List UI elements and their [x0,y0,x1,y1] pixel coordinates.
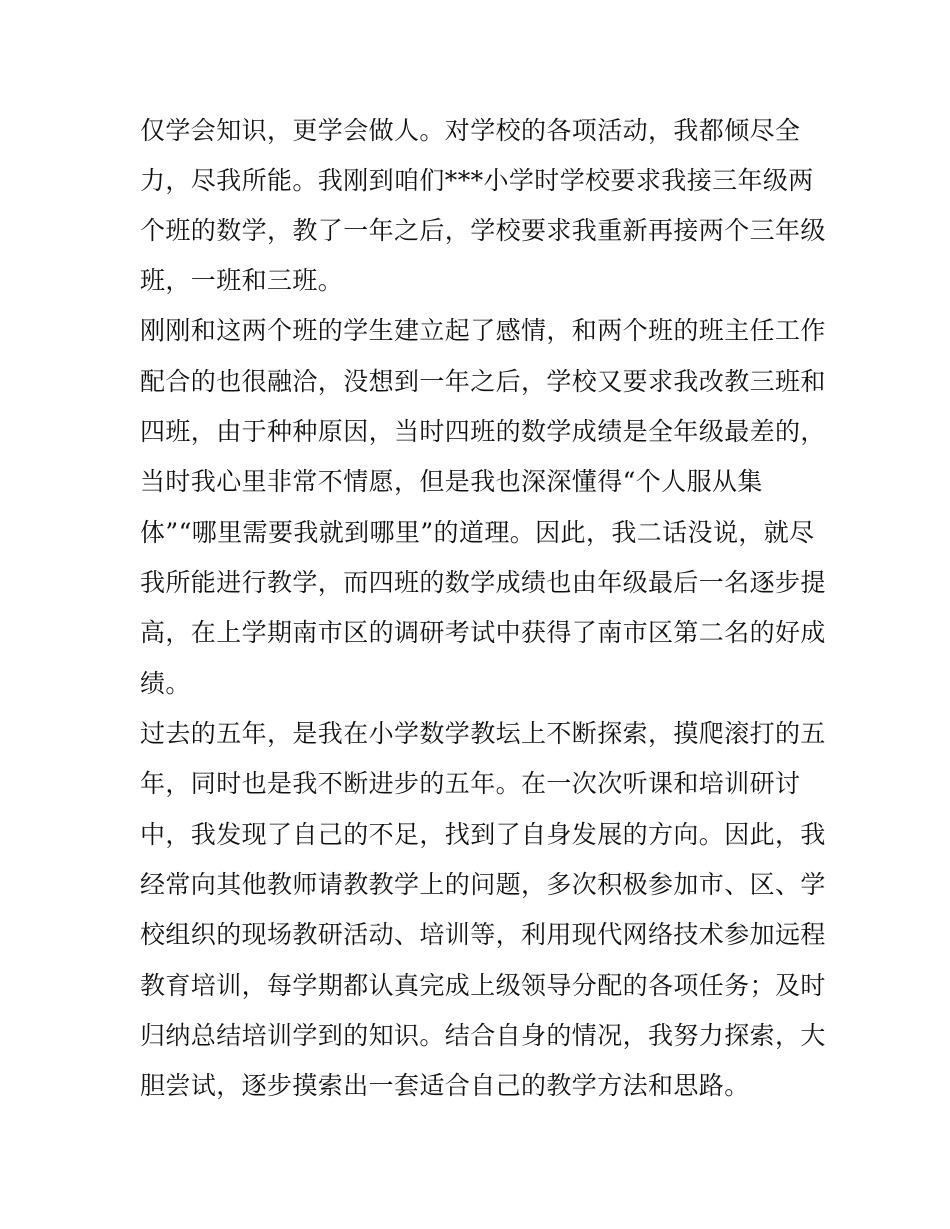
text-line: 教育培训，每学期都认真完成上级领导分配的各项任务；及时 [140,971,826,1000]
text-line: 高，在上学期南市区的调研考试中获得了南市区第二名的好成 [140,618,826,647]
text-line: 配合的也很融洽，没想到一年之后，学校又要求我改教三班和 [140,367,826,396]
text-line: 绩。 [140,669,191,698]
text-line: 中，我发现了自己的不足，找到了自身发展的方向。因此，我 [140,820,826,849]
text-line: 仅学会知识，更学会做人。对学校的各项活动，我都倾尽全 [140,116,801,145]
text-line: 过去的五年，是我在小学数学教坛上不断探索，摸爬滚打的五 [140,719,826,748]
text-line: 我所能进行教学，而四班的数学成绩也由年级最后一名逐步提 [140,568,826,597]
text-line: 四班，由于种种原因，当时四班的数学成绩是全年级最差的， [140,417,826,446]
text-line: 体”“哪里需要我就到哪里”的道理。因此，我二话没说，就尽 [140,518,815,547]
text-line: 年，同时也是我不断进步的五年。在一次次听课和培训研讨 [140,769,801,798]
text-line: 校组织的现场教研活动、培训等，利用现代网络技术参加远程 [140,920,826,949]
text-line: 经常向其他教师请教教学上的问题，多次积极参加市、区、学 [140,870,826,899]
text-line: 力，尽我所能。我刚到咱们***小学时学校要求我接三年级两 [140,166,814,195]
text-line: 胆尝试，逐步摸索出一套适合自己的教学方法和思路。 [140,1071,750,1100]
text-line: 个班的数学，教了一年之后，学校要求我重新再接两个三年级 [140,216,826,245]
text-line: 当时我心里非常不情愿，但是我也深深懂得“个人服从集 [140,467,763,496]
text-line: 刚刚和这两个班的学生建立起了感情，和两个班的班主任工作 [140,316,826,345]
text-line: 班，一班和三班。 [140,266,344,295]
text-line: 归纳总结培训学到的知识。结合自身的情况，我努力探索，大 [140,1021,826,1050]
